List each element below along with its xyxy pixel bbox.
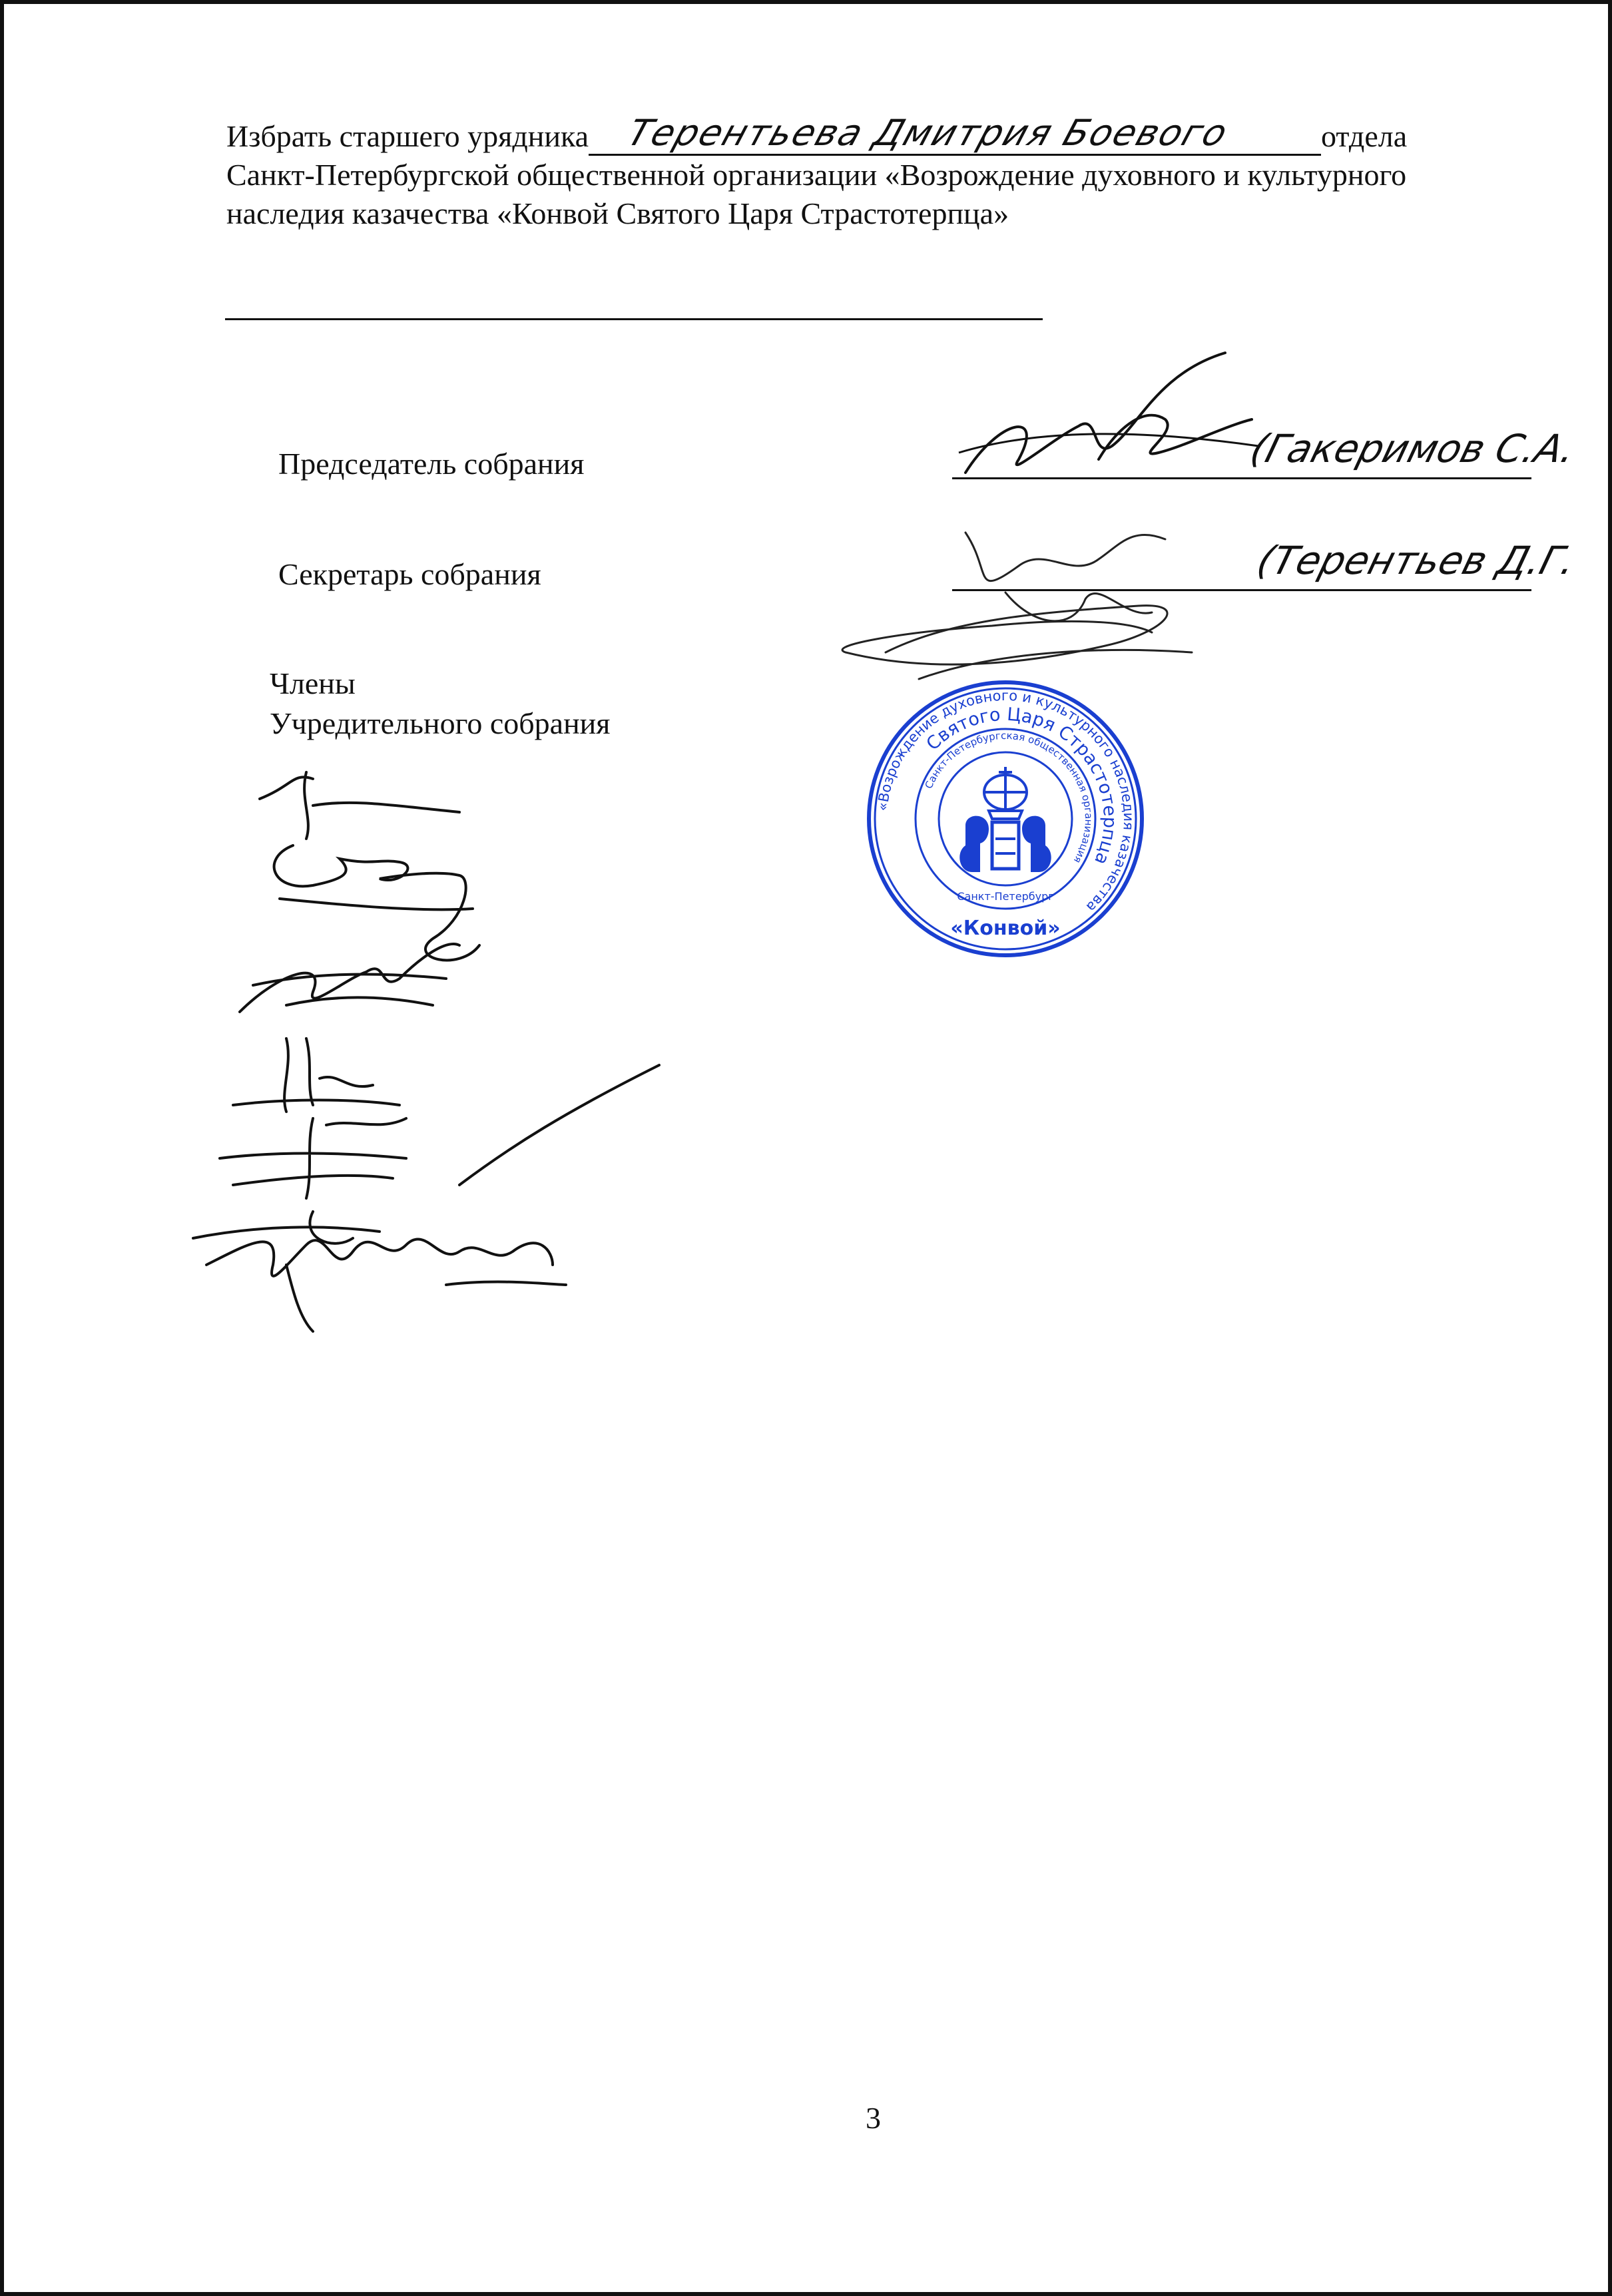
handwritten-candidate-name: Терентьева Дмитрия Боевого [622, 112, 1234, 154]
organization-seal [866, 679, 1145, 959]
chairman-name-handwritten: (Гакеримов С.А. [1245, 426, 1581, 471]
crown-icon [984, 767, 1027, 819]
separator-line [225, 318, 1043, 320]
paragraph-line-3: наследия казачества «Конвой Святого Царя Страстотерпца» [226, 196, 1009, 230]
seal-inner-ring-text: Санкт-Петербургская общественная организация [922, 729, 1095, 865]
members-label-2: Учредительного собрания [270, 706, 611, 740]
chairman-signature [945, 346, 1265, 486]
paragraph-line-2: Санкт-Петербургской общественной организации «Возрождение духовного и культурного [226, 158, 1407, 192]
members-label: Члены [270, 666, 356, 700]
chairman-label: Председатель собрания [278, 447, 585, 481]
seal-city-text: Санкт-Петербург [957, 890, 1054, 903]
secretary-name-handwritten: (Терентьев Д.Г. [1252, 538, 1581, 583]
elect-text: Избрать старшего урядника [226, 119, 589, 153]
department-text: отдела [1321, 119, 1408, 153]
secretary-signature [819, 519, 1258, 706]
page-number: 3 [866, 2101, 881, 2135]
secretary-label: Секретарь собрания [278, 557, 541, 591]
members-signatures [180, 759, 686, 1345]
seal-middle-ring-text: Святого Царя Страстотерпца [922, 704, 1121, 868]
seal-outer-ring-text: «Возрождение духовного и культурного наследия казачества [874, 687, 1137, 915]
seal-center-text: «Конвой» [950, 917, 1061, 940]
scroll-emblem-icon [959, 816, 1051, 872]
